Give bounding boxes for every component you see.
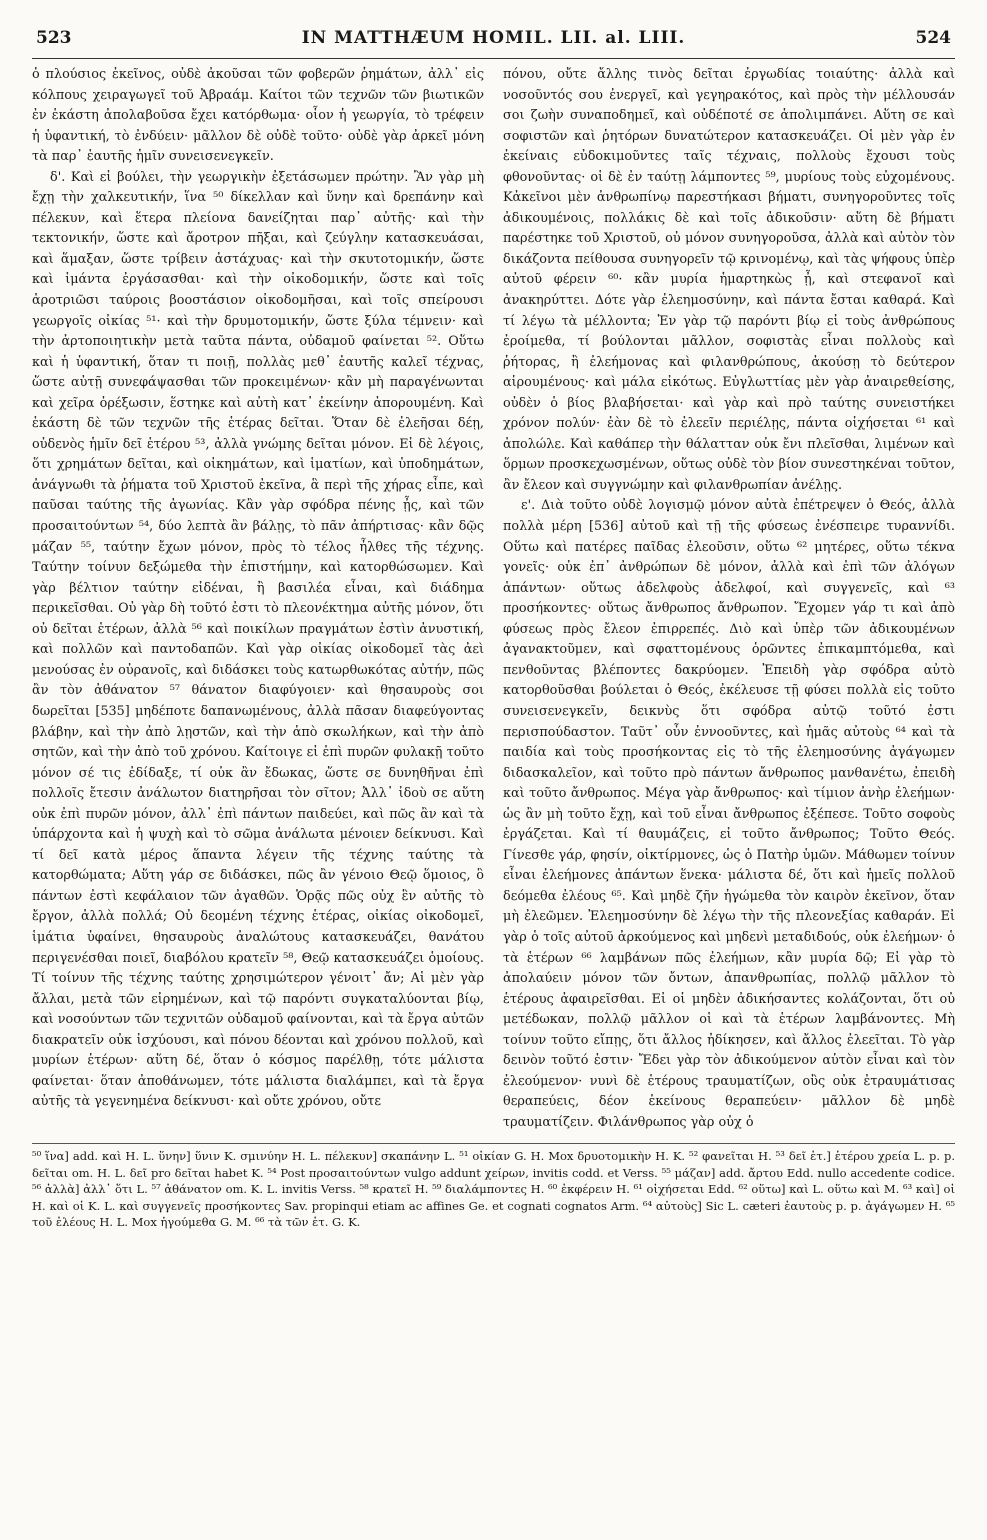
- footnote-text: ⁵⁰ ἵνα] add. καὶ H. L. ὕνην] ὕνιν K. σμινύην H. L. πέλεκυν] σκαπάνην L. ⁵¹ οἰκίαν G. H. Mox δρυοτομικὴν H. K. ⁵² φανεῖται H. ⁵³ δεῖ ἑτ.] ἑτέρου χρεία L. p. p. δεῖται om. H. L. δεῖ pro δεῖται habet K. ⁵⁴ Post προσαιτούντων vulgo addunt χείρων, invitis codd. et Verss. ⁵⁵ μάζαν] add. ἄρτου Edd. nullo accedente codice. ⁵⁶ ἀλλὰ] ἀλλ᾽ ὅτι L. ⁵⁷ ἀθάνατον om. K. L. invitis Verss. ⁵⁸ κρατεῖ H. ⁵⁹ διαλάμποντες H. ⁶⁰ ἐκφέρειν H. ⁶¹ οἰχήσεται Edd. ⁶² οὕτω] καὶ L. οὕτω καὶ M. ⁶³ καὶ] οἱ H. καὶ οἱ K. L. καὶ συγγενεῖς προσήκοντες Sav. propinqui etiam ac affines Ge. et cognati cognatos Arm. ⁶⁴ αὐτοὺς] Sic L. cæteri ἑαυτοὺς p. p. ἀγάγωμεν H. ⁶⁵ τοῦ ἐλέους H. L. Mox ἡγούμεθα G. M. ⁶⁶ τὰ τῶν ἑτ. G. K.: [32, 1149, 955, 1230]
- page-header: [32, 22, 955, 59]
- running-title: IN MATTHÆUM HOMIL. LII. al. LIII.: [301, 28, 686, 48]
- text-columns: [32, 65, 955, 1133]
- paragraph: ε'. Διὰ τοῦτο οὐδὲ λογισμῷ μόνον αὐτὰ ἐπέτρεψεν ὁ Θεός, ἀλλὰ πολλὰ μέρη [536] αὐτοῦ καὶ τῇ τῆς φύσεως ἐνέσπειρε τυραννίδι. Οὕτω καὶ πατέρες παῖδας ἐλεοῦσιν, οὕτω ⁶² μητέρες, οὕτω τέκνα γονεῖς· οὐκ ἐπ᾽ ἀνθρώπων δὲ μόνον, ἀλλὰ καὶ ἐπὶ τῶν ἀλόγων ἁπάντων· οὕτως ἀδελφοὺς ἀδελφοί, καὶ συγγενεῖς, καὶ ⁶³ προσήκοντες· οὕτως ἄνθρωπος ἄνθρωπον. Ἔχομεν γάρ τι καὶ ἀπὸ φύσεως πρὸς ἔλεον ἐπιρρεπές. Διὸ καὶ ὑπὲρ τῶν ἀδικουμένων ἀγανακτοῦμεν, καὶ σφαττομένους ὁρῶντες ἐπικαμπτόμεθα, καὶ πενθοῦντας βλέποντες δακρύομεν. Ἐπειδὴ γὰρ σφόδρα αὐτὸ κατορθοῦσθαι βούλεται ὁ Θεός, ἐκέλευσε τῇ φύσει πολλὰ εἰς τοῦτο συνεισενεγκεῖν, δεικνὺς ὅτι σφόδρα αὐτῷ τοῦτό ἐστι περισπούδαστον. Ταῦτ᾽ οὖν ἐννοοῦντες, καὶ ἡμᾶς αὐτοὺς ⁶⁴ καὶ τὰ παιδία καὶ τοὺς προσήκοντας εἰς τὸ τῆς ἐλεημοσύνης ἀγάγωμεν διδασκαλεῖον, καὶ τοῦτο πρὸ πάντων ἄνθρωπος μανθανέτω, ἐπειδὴ καὶ τοῦτο ἄνθρωπος. Μέγα γὰρ ἄνθρωπος· καὶ τίμιον ἀνὴρ ἐλεήμων· ὡς ἂν μὴ τοῦτο ἔχῃ, καὶ τοῦ εἶναι ἄνθρωπος ἐξέπεσε. Τοῦτο σοφοὺς ἐργάζεται. Καὶ τί θαυμάζεις, εἰ τοῦτο ἄνθρωπος; Τοῦτο Θεός. Γίνεσθε γάρ, φησίν, οἰκτίρμονες, ὡς ὁ Πατὴρ ὑμῶν. Μάθωμεν τοίνυν εἶναι ἐλεήμονες ἁπάντων ἕνεκα· μάλιστα δέ, ὅτι καὶ ἡμεῖς πολλοῦ δεόμεθα ἐλέους ⁶⁵. Καὶ μηδὲ ζῆν ἡγώμεθα τὸν καιρὸν ἐκεῖνον, ὅταν μὴ ἐλεῶμεν. Ἐλεημοσύνην δὲ λέγω τὴν τῆς πλεονεξίας καθαράν. Εἰ γὰρ ὁ τοῖς αὐτοῦ ἀρκούμενος καὶ μηδενὶ μεταδιδούς, οὐκ ἐλεήμων· ὁ τὰ ἑτέρων ⁶⁶ λαμβάνων πῶς ἐλεήμων, κἂν μυρία δῷ; Εἰ γὰρ τὸ ἀπολαύειν μόνον τῶν ὄντων, ἀπανθρωπίας, πολλῷ μᾶλλον τὸ ἑτέρους ἀφαιρεῖσθαι. Εἰ οἱ μηδὲν ἀδικήσαντες κολάζονται, ὅτι οὐ μετέδωκαν, πολλῷ μᾶλλον οἱ καὶ τὰ ἑτέρων λαμβάνοντες. Μὴ τοίνυν τοῦτο εἴπῃς, ὅτι ἄλλος ἠδίκησεν, καὶ ἄλλος ἐλεεῖται. Τὸ γὰρ δεινὸν τοῦτό ἐστιν· Ἔδει γὰρ τὸν ἀδικούμενον αὐτὸν εἶναι καὶ τὸν ἐλεούμενον· νυνὶ δὲ ἑτέρους τραυματίζων, οὓς οὐκ ἐτραυμάτισας θεραπεύεις, δέον ἐκείνους θεραπεύειν· μᾶλλον δὲ μηδὲ τραυματίζειν. Φιλάνθρωπος γὰρ οὐχ ὁ: [503, 498, 955, 1130]
- paragraph: πόνου, οὔτε ἄλλης τινὸς δεῖται ἐργωδίας τοιαύτης· ἀλλὰ καὶ νοσοῦντός σου ἐνεργεῖ, καὶ γεγηρακότος, καὶ πρὸς τὴν μέλλουσάν σοι ζωὴν συναποδημεῖ, καὶ οὐδέποτέ σε ἀπολιμπάνει. Αὕτη σε καὶ σοφιστῶν καὶ ῥητόρων δυνατώτερον κατασκευάζει. Οἱ μὲν γὰρ ἐν ἐκείναις εὐδοκιμοῦντες ταῖς τέχναις, πολλοὺς ἔχουσι τοὺς φθονοῦντας· οἱ δὲ ἐν ταύτῃ λάμποντες ⁵⁹, μυρίους τοὺς εὐχομένους. Κἀκεῖνοι μὲν ἀνθρωπίνῳ παρεστήκασι βήματι, συνηγοροῦντες τοῖς ἀδικουμένοις, πολλάκις δὲ καὶ τοῖς ἀδικοῦσιν· αὕτη δὲ βήματι παρέστηκε τοῦ Χριστοῦ, οὐ μόνον συνηγοροῦσα, ἀλλὰ καὶ αὐτὸν τὸν δικάζοντα πείθουσα συνηγορεῖν τῷ κρινομένῳ, καὶ τὰς ψήφους ὑπὲρ αὐτοῦ φέρειν ⁶⁰· κἂν μυρία ἡμαρτηκὼς ᾖ, καὶ στεφανοῖ καὶ ἀνακηρύττει. Δότε γὰρ ἐλεημοσύνην, καὶ πάντα ἔσται καθαρά. Καὶ τί λέγω τὰ μέλλοντα; Ἐν γὰρ τῷ παρόντι βίῳ εἰ τοὺς ἀνθρώπους ἐροίμεθα, τί βούλονται μᾶλλον, σοφιστὰς εἶναι πολλοὺς καὶ ῥήτορας, ἢ ἐλεήμονας καὶ φιλανθρώπους, ἀκούσῃ τὸ δεύτερον αἱρουμένους· καὶ μάλα εἰκότως. Εὐγλωττίας μὲν γὰρ ἀναιρεθείσης, οὐδὲν ὁ βίος βλαβήσεται· καὶ γὰρ καὶ πρὸ ταύτης συνειστήκει χρόνον πολύν· ἐὰν δὲ τὸ ἐλεεῖν περιέλῃς, πάντα οἰχήσεται ⁶¹ καὶ ἀπολώλε. Καὶ καθάπερ τὴν θάλατταν οὐκ ἔνι πλεῖσθαι, λιμένων καὶ ὅρμων προσκεχωσμένων, οὕτως οὐδὲ τὸν βίον συνεστηκέναι τοῦτον, ἂν ἔλεον καὶ συγγνώμην καὶ φιλανθρωπίαν ἀνέλῃς.: [503, 67, 955, 493]
- right-column: [503, 65, 955, 1133]
- page-number-left: 523: [36, 28, 72, 48]
- footnotes: [32, 1143, 955, 1231]
- page-number-right: 524: [915, 28, 951, 48]
- paragraph: ὁ πλούσιος ἐκεῖνος, οὐδὲ ἀκοῦσαι τῶν φοβερῶν ῥημάτων, ἀλλ᾽ εἰς κόλπους χειραγωγεῖ τοῦ Ἀβραάμ. Καίτοι τῶν τεχνῶν τῶν βιωτικῶν ἐν ἑκάστη ἀπολαβοῦσα ἔχει κατόρθωμα· οἷον ἡ γεωργία, τὸ τρέφειν ἡ ὑφαντική, τὸ ἐνδύειν· μᾶλλον δὲ οὐδὲ τοῦτο· οὐδὲ γὰρ ἀρκεῖ μόνη τὰ παρ᾽ ἑαυτῆς ἡμῖν συνεισενεγκεῖν.: [32, 67, 484, 165]
- paragraph: δ'. Καὶ εἰ βούλει, τὴν γεωργικὴν ἐξετάσωμεν πρώτην. Ἂν γὰρ μὴ ἔχῃ τὴν χαλκευτικήν, ἵνα ⁵⁰ δίκελλαν καὶ ὕνην καὶ δρεπάνην καὶ πέλεκυν, καὶ ἕτερα πλείονα δανείζηται παρ᾽ αὐτῆς· καὶ τὴν τεκτονικήν, ὥστε καὶ ἄροτρον πῆξαι, καὶ ζεύγλην κατασκευάσαι, καὶ ἅμαξαν, ὥστε τρίβειν ἀστάχυας· καὶ τὴν σκυτοτομικήν, ὥστε καὶ ἱμάντα ἐργάσασθαι· καὶ τὴν οἰκοδομικήν, ὥστε καὶ τοῖς ἀροτριῶσι ταύροις βοοστάσιον οἰκοδομῆσαι, καὶ τοῖς σπείρουσι γεωργοῖς οἰκίας ⁵¹· καὶ τὴν δρυμοτομικήν, ὥστε ξύλα τέμνειν· καὶ τὴν ἀρτοποιητικὴν μετὰ ταῦτα πάντα, οὐδαμοῦ φαίνεται ⁵². Οὕτω καὶ ἡ ὑφαντική, ὅταν τι ποιῇ, πολλὰς μεθ᾽ ἑαυτῆς καλεῖ τέχνας, ὥστε αὐτῇ συνεφάψασθαι τῶν προκειμένων· κἂν μὴ παραγένωνται καὶ χεῖρα ὀρέξωσιν, ἕστηκε καὶ αὐτὴ κατ᾽ ἐκείνην ἀπορουμένη. Καὶ ἑκάστη δὲ τῶν τεχνῶν τῆς ἑτέρας δεῖται. Ὅταν δὲ ἐλεῆσαι δέῃ, οὐδενὸς ἡμῖν δεῖ ἑτέρου ⁵³, ἀλλὰ γνώμης δεῖται μόνον. Εἰ δὲ λέγοις, ὅτι χρημάτων δεῖται, καὶ οἰκημάτων, καὶ ἱματίων, καὶ ὑποδημάτων, ἀνάγνωθι τὰ ῥήματα τοῦ Χριστοῦ ἐκεῖνα, ἃ περὶ τῆς χήρας εἶπε, καὶ παῦσαι ταύτης τῆς ἀγωνίας. Κἂν γὰρ σφόδρα πένης ᾖς, καὶ τῶν προσαιτούντων ⁵⁴, δύο λεπτὰ ἂν βάλῃς, τὸ πᾶν ἀπήρτισας· κἂν δῷς μάζαν ⁵⁵, ταύτην ἔχων μόνον, πρὸς τὸ τέλος ἦλθες τῆς τέχνης. Ταύτην τοίνυν δεξώμεθα τὴν ἐπιστήμην, καὶ κατορθώσωμεν. Καὶ γὰρ βέλτιον ταύτην εἰδέναι, ἢ βασιλέα εἶναι, καὶ διάδημα περικεῖσθαι. Οὐ γὰρ δὴ τοῦτό ἐστι τὸ πλεονέκτημα αὐτῆς μόνον, ὅτι οὐ δεῖται ἑτέρων, ἀλλὰ ⁵⁶ καὶ ποικίλων πραγμάτων ἐστὶν ἀνυστική, καὶ πολλῶν καὶ παντοδαπῶν. Καὶ γὰρ οἰκίας οἰκοδομεῖ τὰς ἀεὶ μενούσας ἐν οὐρανοῖς, καὶ διδάσκει τοὺς κατωρθωκότας αὐτήν, πῶς ἂν τὸν ἀθάνατον ⁵⁷ θάνατον διαφύγοιεν· καὶ θησαυροὺς σοι δωρεῖται [535] μηδέποτε δαπανωμένους, ἀλλὰ πᾶσαν διαφεύγοντας βλάβην, καὶ τὴν ἀπὸ λῃστῶν, καὶ τὴν ἀπὸ σκωλήκων, καὶ τὴν ἀπὸ σητῶν, καὶ τὴν ἀπὸ τοῦ χρόνου. Καίτοιγε εἰ ἐπὶ πυρῶν φυλακῇ τοῦτο μόνον σέ τις ἐδίδαξε, τί οὐκ ἂν ἔδωκας, ὥστε σε δυνηθῆναι ἐπὶ πολλοῖς ἔτεσιν ἀνάλωτον διατηρῆσαι τὸν σῖτον; Ἀλλ᾽ ἰδοὺ σε αὕτη οὐκ ἐπὶ πυρῶν μόνον, ἀλλ᾽ ἐπὶ πάντων παιδεύει, καὶ πῶς ἂν καὶ τὰ ὑπάρχοντα καὶ ἡ ψυχὴ καὶ τὸ σῶμα ἀνάλωτα μένοιεν δείκνυσι. Καὶ τί δεῖ κατὰ μέρος ἅπαντα λέγειν τῆς τέχνης ταύτης τὰ κατορθώματα; Αὕτη γάρ σε διδάσκει, πῶς ἂν γένοιο Θεῷ ὅμοιος, ὃ πάντων ἐστὶ κεφάλαιον τῶν ἀγαθῶν. Ὁρᾷς πῶς οὐχ ἓν αὐτῆς τὸ ἔργον, ἀλλὰ πολλά; Οὐ δεομένη τέχνης ἑτέρας, οἰκίας οἰκοδομεῖ, ἱμάτια ὑφαίνει, θησαυροὺς ἀναλώτους κατασκευάζει, θανάτου περιγενέσθαι ποιεῖ, διαβόλου κρατεῖν ⁵⁸, Θεῷ κατασκευάζει ὁμοίους. Τί τοίνυν τῆς τέχνης ταύτης χρησιμώτερον γένοιτ᾽ ἄν; Αἱ μὲν γὰρ ἄλλαι, μετὰ τῶν εἰρημένων, καὶ τῷ παρόντι συγκαταλύονται βίῳ, καὶ νοσούντων τῶν τεχνιτῶν οὐδαμοῦ φαίνονται, καὶ τὰ ἔργα αὐτῶν διακρατεῖν οὐκ ἰσχύουσι, καὶ πόνου δέονται καὶ χρόνου πολλοῦ, καὶ μυρίων ἑτέρων· αὕτη δέ, ὅταν ὁ κόσμος παρέλθῃ, τότε μάλιστα φαίνεται· ὅταν ἀποθάνωμεν, τότε μάλιστα διαλάμπει, καὶ τὰ ἔργα αὐτῆς τὰ γεγενημένα δείκνυσι· καὶ οὔτε χρόνου, οὔτε: [32, 169, 484, 1110]
- left-column: [32, 65, 484, 1133]
